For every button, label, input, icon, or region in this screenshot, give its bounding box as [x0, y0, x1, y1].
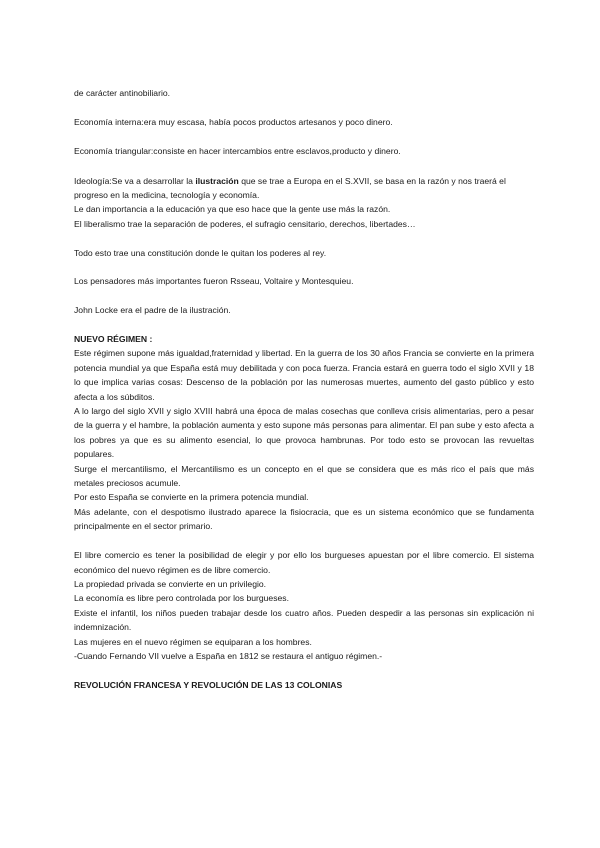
paragraph-pensadores: Los pensadores más importantes fueron Rsseau, Voltaire y Montesquieu.: [74, 276, 354, 287]
paragraph-john-locke: John Locke era el padre de la ilustración.: [74, 305, 231, 316]
paragraph-nuevo-regimen-1: Este régimen supone más igualdad,fraternidad y libertad. En la guerra de los 30 años Francia se convierte en la primera potencia mundial ya que España está muy debilitada y con poca fuerza. Francia estará en guerra todo el siglo XVII y 18 lo que implica varias cosas: Descenso de la población por las numerosas muertes, aumento del gasto público y esto afecta a los súbditos.: [74, 348, 534, 402]
paragraph-trabajo-infantil: Existe el infantil, los niños pueden trabajar desde los cuatro años. Pueden despedir a las personas sin explicación ni indemnización.: [74, 607, 534, 633]
paragraph-economia-interna: Economía interna:era muy escasa, había pocos productos artesanos y poco dinero.: [74, 117, 393, 128]
paragraph-liberalismo: El liberalismo trae la separación de poderes, el sufragio censitario, derechos, libertades…: [74, 218, 416, 229]
paragraph-educacion: Le dan importancia a la educación ya que eso hace que la gente use más la razón.: [74, 204, 391, 215]
ideologia-rest: que se trae a Europa en el S.XVII, se basa en la razón y nos traerá el progreso en la medicina, tecnología y economía.: [74, 175, 506, 201]
paragraph-propiedad-privada: La propiedad privada se convierte en un privilegio.: [74, 578, 267, 589]
paragraph-nuevo-regimen-2: A lo largo del siglo XVII y siglo XVIII habrá una época de malas cosechas que conlleva crisis alimentarias, pero a pesar de la guerra y el hambre, la población aumenta y esto supone más personas para alimentar. El pan sube y esto afecta a los pobres ya que es su alimento esencial, lo que provoca hambrunas. Por todo esto se provocan las revueltas populares.: [74, 406, 534, 460]
document-body: [74, 86, 534, 692]
paragraph-mercantilismo: Surge el mercantilismo, el Mercantilismo es un concepto en el que se considera que es más rico el país que más metales preciosos acumule.: [74, 463, 534, 489]
paragraph-potencia-mundial: Por esto España se convierte en la primera potencia mundial.: [74, 492, 309, 503]
paragraph-ideologia: [74, 174, 534, 203]
paragraph-constitucion: Todo esto trae una constitución donde le quitan los poderes al rey.: [74, 247, 327, 258]
heading-nuevo-regimen: NUEVO RÉGIMEN :: [74, 334, 153, 345]
paragraph-mujeres: Las mujeres en el nuevo régimen se equiparan a los hombres.: [74, 636, 312, 647]
heading-revolucion-francesa: REVOLUCIÓN FRANCESA Y REVOLUCIÓN DE LAS 13 COLONIAS: [74, 679, 343, 690]
paragraph-antinobiliario: de carácter antinobiliario.: [74, 88, 171, 98]
paragraph-economia-libre: La economía es libre pero controlada por los burgueses.: [74, 593, 289, 604]
paragraph-economia-triangular: Economía triangular:consiste en hacer intercambios entre esclavos,producto y dinero.: [74, 146, 401, 157]
ilustracion-bold: ilustración: [195, 175, 239, 186]
ideologia-label: Ideología:: [74, 175, 112, 186]
paragraph-fernando-vii: -Cuando Fernando VII vuelve a España en 1812 se restaura el antiguo régimen.-: [74, 650, 383, 661]
paragraph-fisiocracia: Más adelante, con el despotismo ilustrado aparece la fisiocracia, que es un sistema económico que se fundamenta principalmente en el sector primario.: [74, 506, 534, 532]
ideologia-mid: Se va a desarrollar la: [111, 175, 196, 186]
paragraph-libre-comercio: El libre comercio es tener la posibilidad de elegir y por ello los burgueses apuestan por el libre comercio. El sistema económico del nuevo régimen es de libre comercio.: [74, 550, 534, 575]
